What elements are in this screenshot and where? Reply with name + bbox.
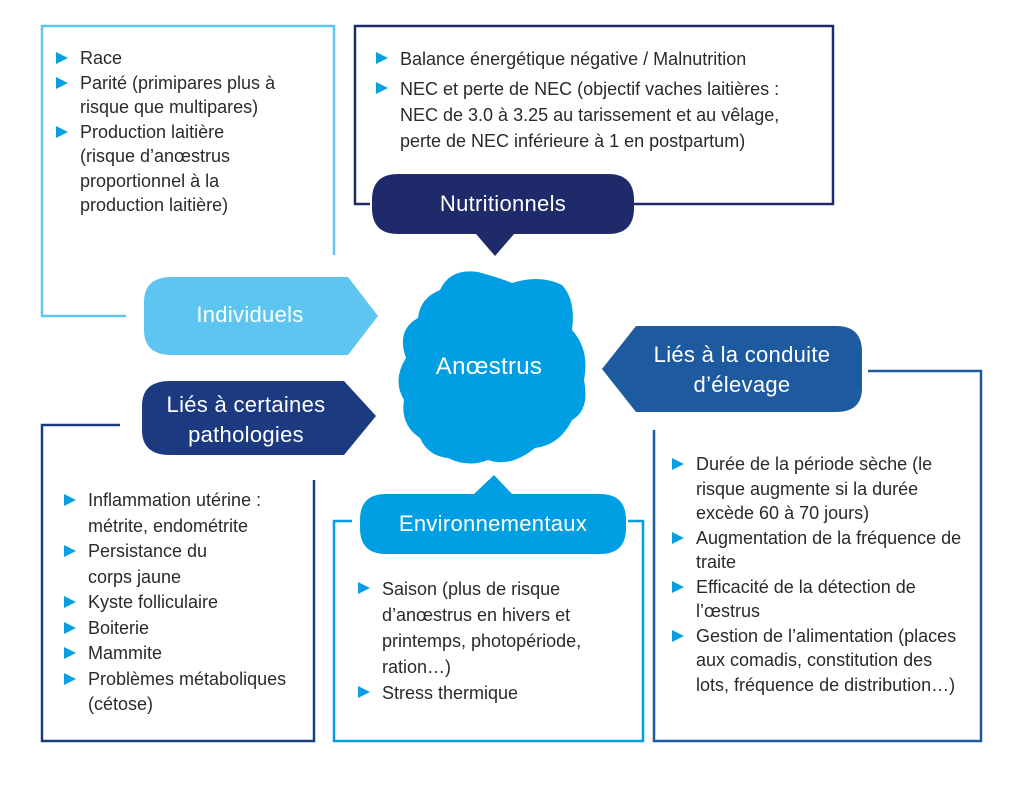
triangle-bullet-icon xyxy=(56,126,68,138)
nutritionnels-list xyxy=(376,46,816,154)
triangle-bullet-icon xyxy=(64,596,76,608)
triangle-bullet-icon xyxy=(64,647,76,659)
individuels-label: Individuels xyxy=(196,302,304,327)
list-item: Mammite xyxy=(64,641,314,667)
list-item: NEC et perte de NEC (objectif vaches laitières : NEC de 3.0 à 3.25 au tarissement et au vêlage, perte de NEC inférieure à 1 en postpartum) xyxy=(376,76,816,154)
triangle-bullet-icon xyxy=(64,673,76,685)
environnementaux-list xyxy=(358,576,598,706)
list-item: Production laitière (risque d’anœstrus proportionnel à la production laitière) xyxy=(56,120,270,218)
triangle-bullet-icon xyxy=(358,582,370,594)
triangle-bullet-icon xyxy=(672,532,684,544)
triangle-bullet-icon xyxy=(56,77,68,89)
triangle-bullet-icon xyxy=(56,52,68,64)
list-item: Efficacité de la détection de l’œstrus xyxy=(672,575,926,624)
pathologies-label-line1: Liés à certaines xyxy=(166,392,326,417)
triangle-bullet-icon xyxy=(64,545,76,557)
list-item: Persistance du corps jaune xyxy=(64,539,248,590)
triangle-bullet-icon xyxy=(64,622,76,634)
list-item: Balance énergétique négative / Malnutrition xyxy=(376,46,816,72)
triangle-bullet-icon xyxy=(672,581,684,593)
list-item: Inflammation utérine : métrite, endométrite xyxy=(64,488,314,539)
list-item: Kyste folliculaire xyxy=(64,590,314,616)
nutritionnels-label: Nutritionnels xyxy=(439,191,567,216)
list-item: Gestion de l’alimentation (places aux comadis, constitution des lots, fréquence de distribution…) xyxy=(672,624,966,698)
list-item: Augmentation de la fréquence de traite xyxy=(672,526,972,575)
conduite-label-line2: d’élevage xyxy=(693,372,791,397)
triangle-bullet-icon xyxy=(672,630,684,642)
triangle-bullet-icon xyxy=(358,686,370,698)
conduite-label-line1: Liés à la conduite xyxy=(653,342,831,367)
triangle-bullet-icon xyxy=(672,458,684,470)
conduite-list xyxy=(672,452,972,697)
list-item: Boiterie xyxy=(64,616,314,642)
triangle-bullet-icon xyxy=(64,494,76,506)
list-item: Durée de la période sèche (le risque augmente si la durée excède 60 à 70 jours) xyxy=(672,452,972,526)
list-item: Parité (primipares plus à risque que multipares) xyxy=(56,71,316,120)
list-item: Stress thermique xyxy=(358,680,598,706)
list-item: Race xyxy=(56,46,316,71)
conduite-label xyxy=(630,340,854,400)
pathologies-list xyxy=(64,488,314,718)
list-item: Saison (plus de risque d’anœstrus en hivers et printemps, photopériode, ration…) xyxy=(358,576,598,680)
triangle-bullet-icon xyxy=(376,52,388,64)
center-label: Anœstrus xyxy=(435,353,543,380)
list-item: Problèmes métaboliques (cétose) xyxy=(64,667,318,718)
pathologies-label-line2: pathologies xyxy=(188,422,304,447)
triangle-bullet-icon xyxy=(376,82,388,94)
individuels-list xyxy=(56,46,316,218)
pathologies-label xyxy=(146,390,346,450)
environnementaux-label: Environnementaux xyxy=(398,511,588,536)
